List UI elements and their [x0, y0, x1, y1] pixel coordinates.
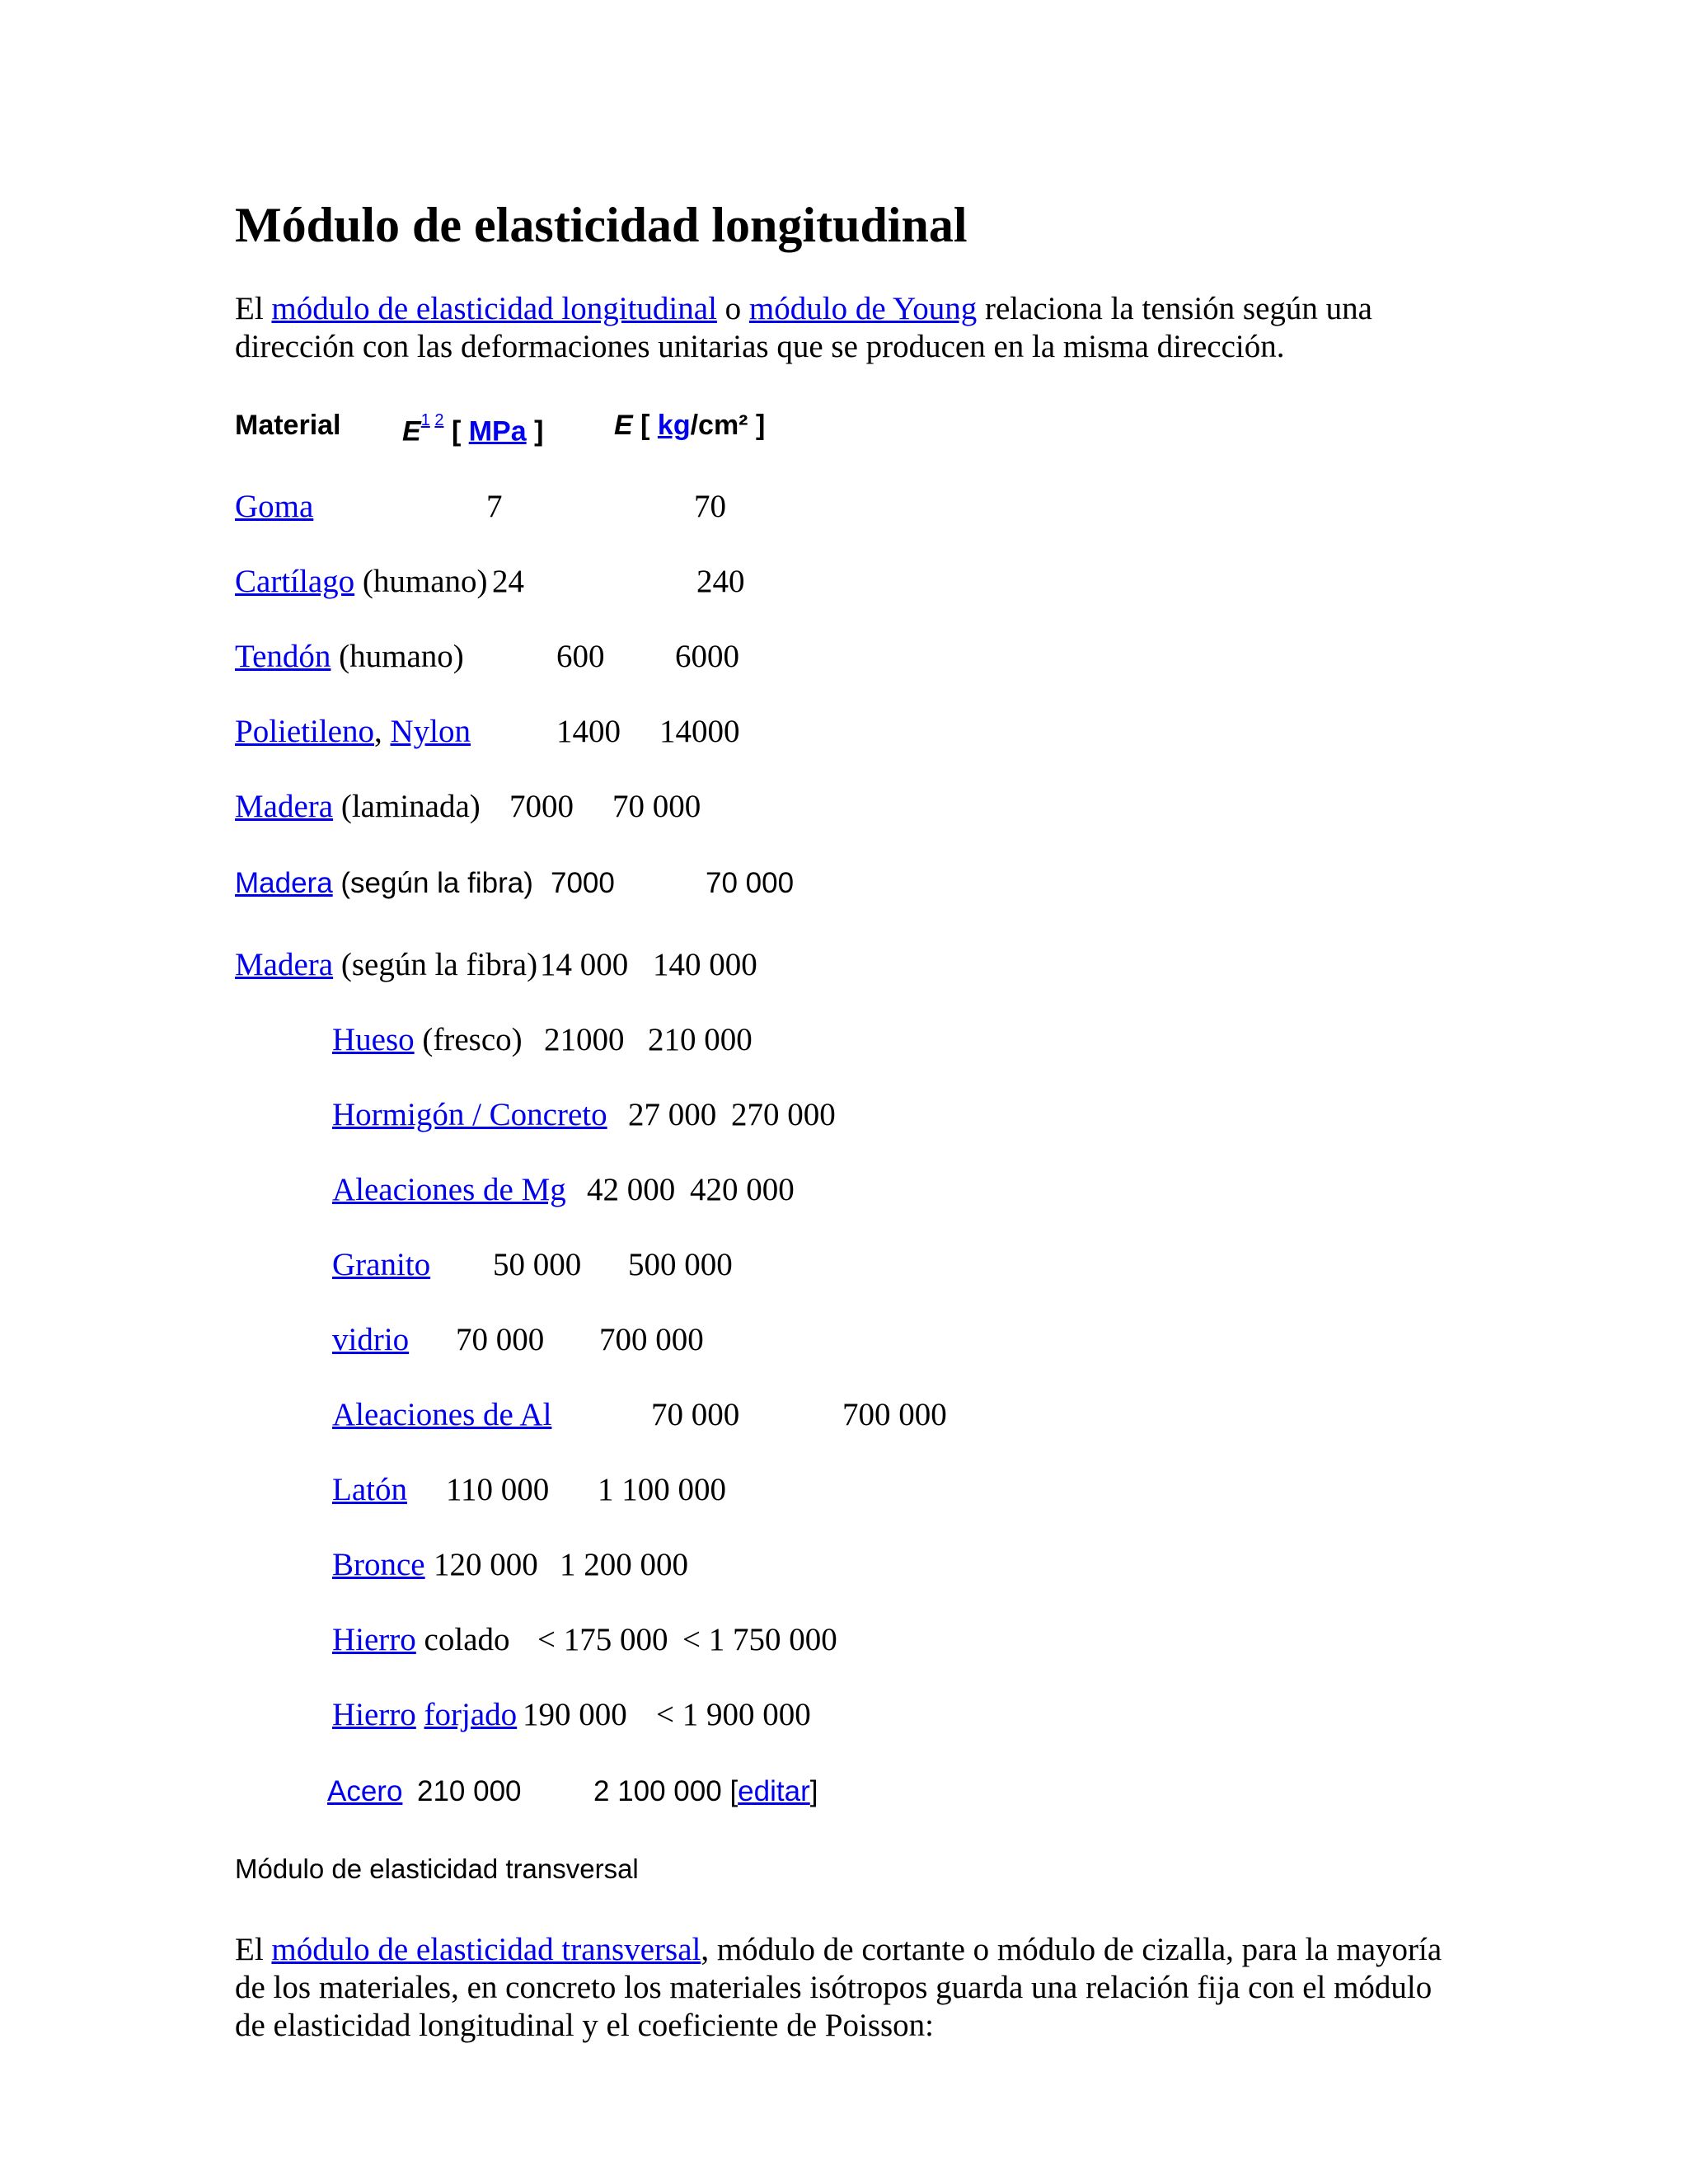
list-item	[327, 1772, 402, 1811]
material-note: colado	[415, 1622, 510, 1657]
value-mpa: 70 000	[456, 1322, 545, 1357]
link-modulo-elasticidad-transversal[interactable]: módulo de elasticidad transversal	[271, 1932, 701, 1967]
value-mpa: 24	[492, 564, 524, 599]
value-kgcm2: 500 000	[628, 1247, 733, 1282]
link-modulo-de-young[interactable]: módulo de Young	[748, 291, 978, 326]
list-item	[235, 562, 488, 602]
outro-text: , módulo de cortante o módulo de cizalla, para la mayoría de los materiales, en concreto los materiales isótropos guarda una relación fija con el módulo de elasticidad longitudinal y el coeficiente de Poisson:	[235, 1932, 1442, 2043]
value-mpa: < 175 000	[537, 1622, 668, 1657]
value-mpa: 50 000	[493, 1247, 582, 1282]
header-unit: /cm² ]	[690, 410, 766, 441]
header-e-kgcm2	[614, 406, 765, 444]
list-item	[332, 1620, 510, 1660]
list-item	[332, 1395, 551, 1435]
value-kgcm2: 70 000	[612, 789, 701, 824]
material-link[interactable]: Madera	[235, 867, 333, 899]
list-item	[332, 1545, 425, 1585]
header-material: Material	[235, 410, 341, 441]
header-e-symbol: E	[614, 410, 633, 441]
list-item	[235, 945, 537, 985]
list-item	[235, 787, 481, 827]
material-link[interactable]: forjado	[424, 1697, 518, 1732]
value-mpa: 1400	[556, 714, 621, 749]
list-item	[332, 1695, 517, 1735]
value-kgcm2: 700 000	[599, 1322, 704, 1357]
header-bracket: [	[632, 410, 658, 441]
separator	[416, 1697, 424, 1732]
intro-text: El	[235, 291, 272, 326]
value-kgcm2: 1 200 000	[560, 1547, 688, 1582]
material-note: (fresco)	[414, 1022, 523, 1057]
footnote-link-2[interactable]: 2	[434, 411, 444, 429]
material-link[interactable]: Hierro	[332, 1622, 416, 1657]
edit-bracket: ]	[809, 1775, 818, 1807]
value-kgcm2: 6000	[675, 639, 739, 674]
value-mpa: 110 000	[446, 1472, 550, 1507]
material-link[interactable]: Tendón	[235, 639, 331, 674]
link-modulo-elasticidad-longitudinal[interactable]: módulo de elasticidad longitudinal	[271, 291, 717, 326]
value-mpa: 210 000	[417, 1775, 522, 1807]
list-item	[332, 1095, 607, 1135]
value-kgcm2: 270 000	[731, 1097, 836, 1132]
material-link[interactable]: Cartílago	[235, 564, 355, 599]
edit-bracket: [	[721, 1775, 738, 1807]
value-mpa: 42 000	[587, 1172, 676, 1207]
material-note: (humano)	[331, 639, 464, 674]
separator: ,	[374, 714, 391, 749]
material-link[interactable]: Polietileno	[235, 714, 374, 749]
value-kgcm2: 240	[696, 564, 745, 599]
material-link[interactable]: Goma	[235, 489, 314, 524]
material-link[interactable]: Aleaciones de Al	[332, 1397, 552, 1432]
material-note: (según la fibra)	[332, 867, 533, 899]
value-kgcm2: 1 100 000	[598, 1472, 726, 1507]
list-item	[235, 712, 471, 752]
list-item	[332, 1470, 407, 1510]
value-mpa: 120 000	[434, 1547, 538, 1582]
list-item	[332, 1020, 523, 1060]
header-bracket: [	[451, 415, 469, 448]
value-kgcm2: 70	[694, 489, 726, 524]
intro-text: relaciona la tensión según una dirección con las deformaciones unitarias que se producen en la misma dirección.	[235, 291, 1372, 364]
material-link[interactable]: Acero	[327, 1775, 403, 1807]
list-item	[332, 1320, 409, 1360]
value-mpa: 14 000	[540, 947, 629, 982]
value-kgcm2: 700 000	[842, 1397, 947, 1432]
material-link[interactable]: Madera	[235, 789, 334, 824]
value-kgcm2: 14000	[659, 714, 740, 749]
material-link[interactable]: Aleaciones de Mg	[332, 1172, 566, 1207]
link-mpa[interactable]: MPa	[468, 415, 527, 448]
list-item	[332, 1170, 566, 1210]
header-bracket: ]	[526, 415, 544, 448]
value-kgcm2: 140 000	[653, 947, 757, 982]
list-item	[235, 487, 313, 527]
material-link[interactable]: Hueso	[332, 1022, 415, 1057]
material-link[interactable]: vidrio	[332, 1322, 410, 1357]
value-kgcm2: < 1 750 000	[682, 1622, 837, 1657]
footnote-link-1[interactable]: 1	[420, 411, 430, 429]
value-mpa: 7000	[509, 789, 574, 824]
value-mpa: 600	[556, 639, 605, 674]
value-kgcm2-text: 2 100 000	[593, 1775, 722, 1807]
value-kgcm2: 210 000	[648, 1022, 753, 1057]
section-subheading: Módulo de elasticidad transversal	[235, 1854, 639, 1884]
value-mpa: 27 000	[628, 1097, 717, 1132]
material-link[interactable]: Hormigón / Concreto	[332, 1097, 607, 1132]
value-mpa: 70 000	[651, 1397, 740, 1432]
material-note: (humano)	[354, 564, 488, 599]
list-item	[235, 864, 533, 903]
intro-text: o	[716, 291, 749, 326]
value-mpa: 7	[486, 489, 503, 524]
material-note: (laminada)	[333, 789, 481, 824]
material-note: (según la fibra)	[333, 947, 538, 982]
value-kgcm2: 420 000	[690, 1172, 795, 1207]
value-kgcm2: 70 000	[706, 867, 795, 899]
value-mpa: 7000	[551, 867, 615, 899]
material-link[interactable]: Hierro	[332, 1697, 416, 1732]
value-kgcm2: < 1 900 000	[656, 1697, 811, 1732]
list-item	[332, 1245, 430, 1285]
link-kg[interactable]: kg	[657, 410, 691, 441]
value-kgcm2	[593, 1772, 818, 1811]
material-link[interactable]: Granito	[332, 1247, 431, 1282]
value-mpa: 21000	[544, 1022, 625, 1057]
value-mpa: 190 000	[523, 1697, 627, 1732]
outro-text: El	[235, 1932, 272, 1967]
header-e-symbol: E	[402, 415, 421, 448]
intro-paragraph	[235, 290, 1455, 366]
material-link[interactable]: Nylon	[390, 714, 471, 749]
material-link[interactable]: Latón	[332, 1472, 407, 1507]
header-e-mpa	[402, 406, 543, 450]
page-title: Módulo de elasticidad longitudinal	[235, 198, 968, 252]
edit-link[interactable]: editar	[738, 1775, 810, 1807]
list-item	[235, 637, 464, 677]
outro-paragraph	[235, 1931, 1455, 2045]
material-link[interactable]: Madera	[235, 947, 334, 982]
material-link[interactable]: Bronce	[332, 1547, 425, 1582]
